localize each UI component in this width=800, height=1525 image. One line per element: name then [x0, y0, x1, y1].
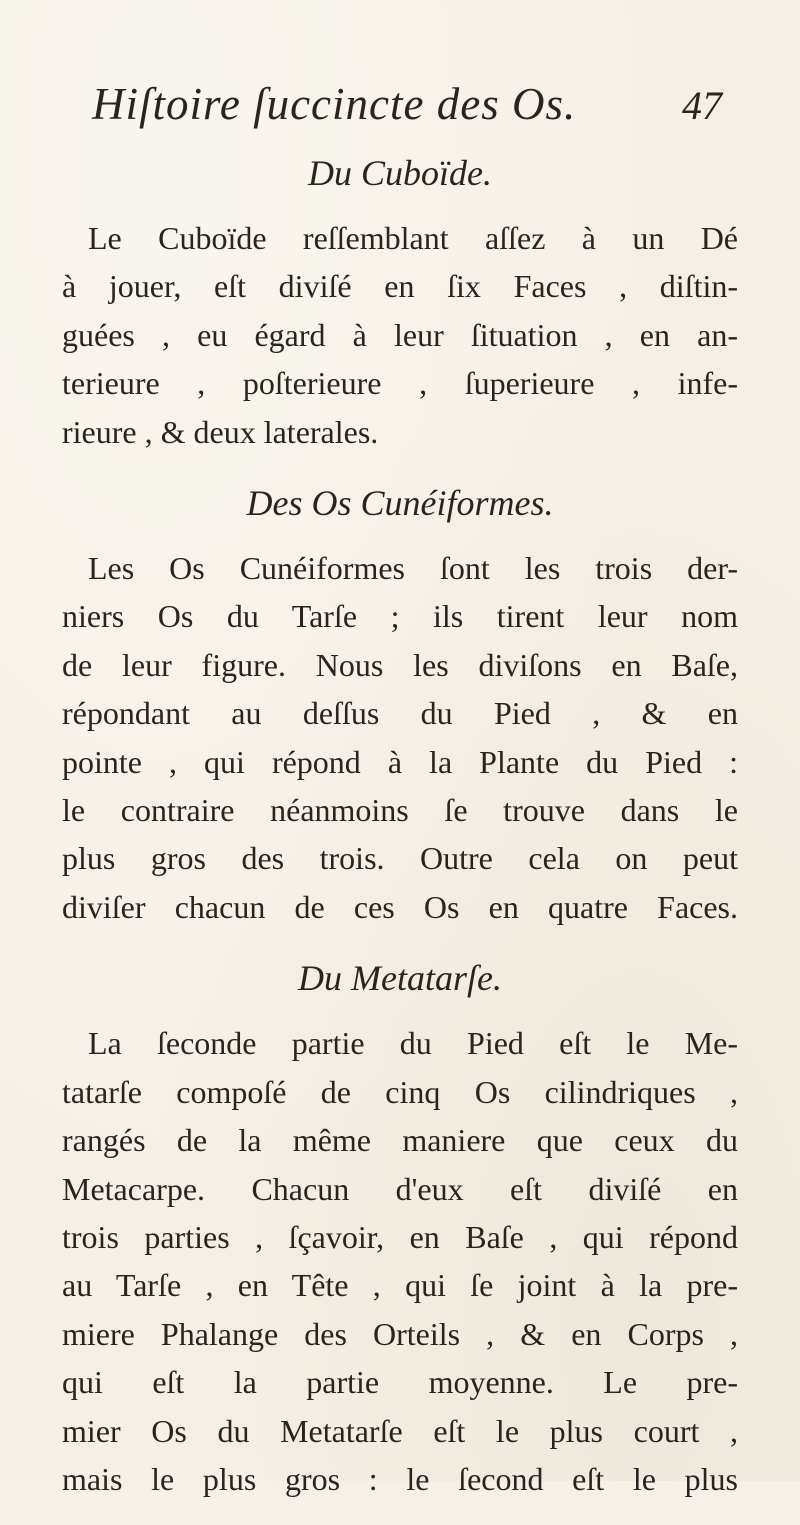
- text-line: mais le plus gros : le ſecond eſt le plus: [62, 1460, 738, 1497]
- text-line: guées , eu égard à leur ſituation , en an-: [62, 316, 738, 353]
- running-head: [92, 78, 722, 138]
- paragraph-cuneiformes: [62, 544, 738, 931]
- section-heading-cuneiformes: Des Os Cunéiformes.: [246, 483, 554, 524]
- text-line: Metacarpe. Chacun d'eux eſt diviſé en: [62, 1170, 738, 1207]
- text-line: terieure , poſterieure , ſuperieure , infe-: [62, 365, 738, 402]
- text-line: à jouer, eſt diviſé en ſix Faces , diſtin-: [62, 268, 738, 305]
- text-line: de leur figure. Nous les diviſons en Baſe,: [62, 646, 738, 683]
- text-line: tatarſe compoſé de cinq Os cilindriques ,: [62, 1073, 738, 1110]
- text-line: répondant au deſſus du Pied , & en: [62, 695, 738, 732]
- paragraph-metatarse: [62, 1019, 738, 1503]
- text-block: [62, 148, 738, 1525]
- running-title: Hiſtoire ſuccincte des Os.: [92, 79, 577, 129]
- text-line: La ſeconde partie du Pied eſt le Me-: [88, 1025, 738, 1062]
- text-line: le contraire néanmoins ſe trouve dans le: [62, 792, 738, 829]
- text-line: diviſer chacun de ces Os en quatre Faces.: [62, 888, 738, 925]
- text-line: mier Os du Metatarſe eſt le plus court ,: [62, 1412, 738, 1449]
- section-heading-metatarse: Du Metatarſe.: [298, 958, 502, 999]
- text-line: Le Cuboïde reſſemblant aſſez à un Dé: [88, 220, 738, 256]
- text-line: plus gros des trois. Outre cela on peut: [62, 840, 738, 877]
- text-line: trois parties , ſçavoir, en Baſe , qui répond: [62, 1218, 738, 1255]
- text-line: niers Os du Tarſe ; ils tirent leur nom: [62, 598, 738, 635]
- text-line: rangés de la même maniere que ceux du: [62, 1122, 738, 1159]
- paragraph-cuboide: [62, 214, 738, 456]
- text-line: Les Os Cunéiformes ſont les trois der-: [88, 550, 738, 587]
- text-line: qui eſt la partie moyenne. Le pre-: [62, 1364, 738, 1401]
- text-line: au Tarſe , en Tête , qui ſe joint à la pre-: [62, 1267, 738, 1304]
- section-heading-cuboide: Du Cuboïde.: [308, 153, 492, 193]
- text-line: miere Phalange des Orteils , & en Corps ,: [62, 1315, 738, 1352]
- text-line: pointe , qui répond à la Plante du Pied :: [62, 743, 738, 780]
- text-line: rieure , & deux laterales.: [62, 413, 379, 450]
- page-number: 47: [682, 83, 722, 128]
